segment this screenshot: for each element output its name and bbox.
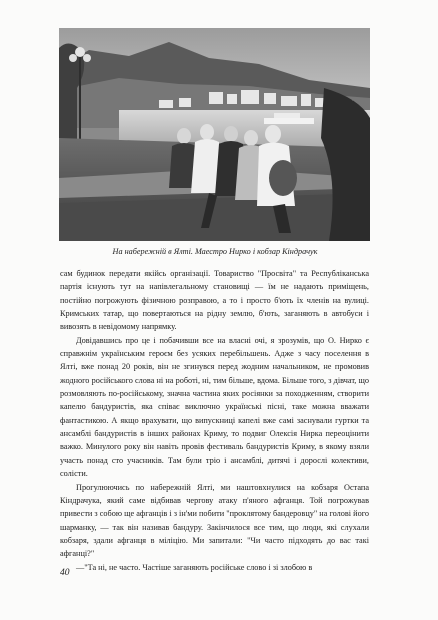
paragraph: —"Та ні, не часто. Частіше заганяють російське слово і зі злобою в bbox=[76, 562, 313, 572]
paragraph: сам будинок передати якійсь організації. Товариство "Просвіта" та Республіканська партія існують тут на напівлегальному становищі — їм не надають приміщень, постійно погрожують фізичною розправою, а то і просто б'ють їх членів на вулиці. Кримських татар, що повертаються на рідну землю, б'ють, заганяють в автобуси і вивозять в невідомому напрямку. bbox=[60, 269, 369, 332]
paragraph: Довідавшись про це і побачивши все на власні очі, я зрозумів, що О. Нирко є справжнім українським героєм без усяких перебільшень. Адже з часу поселення в Ялті, вже понад 20 років, він не згинувся перед жодним начальником, не промовив жодного російського слова ні на роботі, ні, тим більше, вдома. Більше того, з дівчат, що розмовляють по-російському, значна частина яких росіянки за походженням, створити капелю бандуристів, яка співає виключно українські пісні, таке можна вважати фантастикою. А якщо врахувати, що випускниці капелі вже самі заснували гуртки та ансамблі бандуристів в інших районах Криму, то подвиг Олексія Нирка переоцінити важко. Минулого року він навіть провів фестиваль бандуристів Криму, в якому взяли участь понад сто учасників. Там були тріо і ансамблі, дитячі і дорослі колективи, солісти. bbox=[60, 335, 369, 479]
paragraph: Прогулюючись по набережній Ялті, ми наштовхнулися на кобзаря Остапа Кіндрачука, який саме відбивав чергову атаку п'яного афганця. Той погрожував привести з собою ще афганців і з ін'ми побити "проклятому бандеровцу" на голові його шарманку, — так він називав бандуру. Закінчилося все тим, що люди, які слухали кобзаря, здали афганця в міліцію. Ми запитали: "Чи часто підходять до вас такі афганці?" bbox=[60, 482, 369, 559]
page-number: 40 bbox=[60, 568, 70, 578]
photo-yalta-embankment bbox=[59, 28, 370, 241]
body-text bbox=[60, 267, 369, 574]
photo-image bbox=[59, 28, 370, 241]
photo-caption: На набережній в Ялті. Маестро Нирко і кобзар Кіндрачук bbox=[112, 247, 318, 256]
